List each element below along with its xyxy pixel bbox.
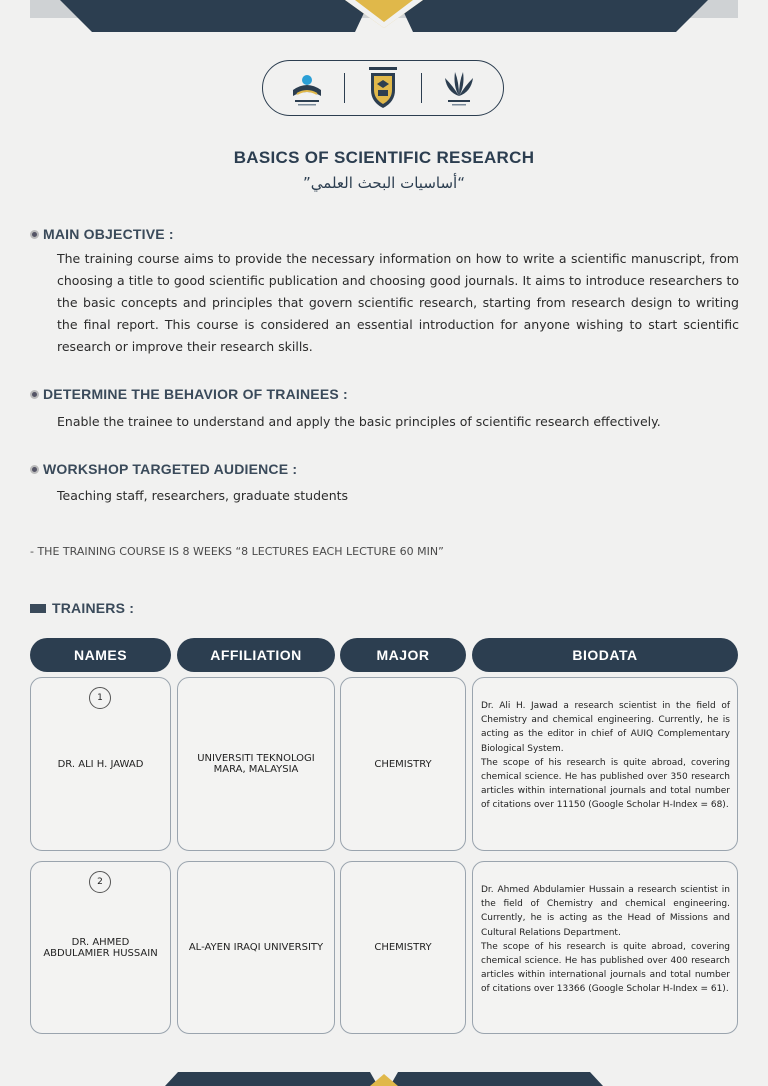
- logo-strip: [262, 60, 504, 116]
- bullet-icon: [30, 465, 39, 474]
- row-number-badge: 2: [89, 871, 111, 893]
- row-number-badge: 1: [89, 687, 111, 709]
- biodata-paragraph: Dr. Ali H. Jawad a research scientist in the field of Chemistry and chemical engineering. Currently, he is acting as the editor in chief of AUIQ Complementary Biological System.: [481, 701, 730, 754]
- biodata-paragraph: The scope of his research is quite abroad, covering chemical science. He has published over 400 research articles within international journals and total number of citations over 13366 (Google Scholar H-Index = 61).: [481, 941, 730, 995]
- behavior-heading-text: DETERMINE THE BEHAVIOR OF TRAINEES :: [43, 386, 348, 402]
- logo-divider: [421, 73, 422, 103]
- main-objective-heading: [30, 226, 174, 242]
- shield-logo: [361, 66, 405, 110]
- al-ayen-logo: [437, 66, 481, 110]
- trainer-affiliation: UNIVERSITI TEKNOLOGI MARA, MALAYSIA: [197, 753, 315, 775]
- trainer-name: DR. AHMED ABDULAMIER HUSSAIN: [43, 936, 158, 959]
- square-bullet-icon: [30, 604, 46, 613]
- main-objective-heading-text: MAIN OBJECTIVE :: [43, 226, 174, 242]
- trainer-name: DR. ALI H. JAWAD: [57, 758, 144, 770]
- biodata-paragraph: Dr. Ahmed Abdulamier Hussain a research scientist in the field of Chemistry and chemical engineering. Currently, he is acting as the Head of Missions and Cultural Relations Department.: [481, 885, 730, 938]
- trainer-affiliation: AL-AYEN IRAQI UNIVERSITY: [188, 942, 324, 953]
- logo-divider: [344, 73, 345, 103]
- bullet-icon: [30, 230, 39, 239]
- page-subtitle-arabic: “أساسيات البحث العلمي”: [303, 174, 465, 192]
- column-header-affiliation: AFFILIATION: [177, 638, 335, 672]
- column-header-names: NAMES: [30, 638, 171, 672]
- trainer-biodata: [472, 699, 738, 813]
- audience-heading: [30, 461, 297, 477]
- ministry-logo: [285, 66, 329, 110]
- audience-heading-text: WORKSHOP TARGETED AUDIENCE :: [43, 461, 298, 477]
- behavior-text: Enable the trainee to understand and apply the basic principles of scientific research effectively.: [57, 414, 661, 429]
- bullet-icon: [30, 390, 39, 399]
- biodata-paragraph: The scope of his research is quite abroad, covering chemical science. He has published over 350 research articles within international journals and total number of citations over 11150 (Google Scholar H-Index = 68).: [481, 757, 730, 811]
- column-header-biodata: BIODATA: [472, 638, 738, 672]
- column-header-major: MAJOR: [340, 638, 466, 672]
- duration-note: - THE TRAINING COURSE IS 8 WEEKS “8 LECTURES EACH LECTURE 60 MIN”: [30, 545, 444, 558]
- trainers-heading: [30, 600, 134, 616]
- table-row-1-affiliation-cell: [177, 677, 335, 851]
- table-row-1-major-cell: [340, 677, 466, 851]
- behavior-heading: [30, 386, 348, 402]
- trainer-biodata: [472, 883, 738, 997]
- trainer-major: CHEMISTRY: [374, 758, 432, 770]
- top-banner-decoration: [0, 0, 768, 34]
- audience-text: Teaching staff, researchers, graduate students: [57, 488, 349, 503]
- table-row-2-major-cell: [340, 861, 466, 1034]
- trainers-heading-text: TRAINERS :: [52, 600, 135, 616]
- main-objective-text: The training course aims to provide the necessary information on how to write a scientific manuscript, from choosing a title to good scientific publication and choosing good journals. It aims to introduce researchers to the basic concepts and principles that govern scientific research, starting from research design to writing the final report. This course is considered an essential introduction for anyone wishing to start scientific research or improve their research skills.: [57, 251, 739, 354]
- page-title: BASICS OF SCIENTIFIC RESEARCH: [233, 148, 535, 167]
- trainer-major: CHEMISTRY: [374, 942, 432, 953]
- bottom-banner-decoration: [0, 1072, 768, 1086]
- table-row-2-affiliation-cell: [177, 861, 335, 1034]
